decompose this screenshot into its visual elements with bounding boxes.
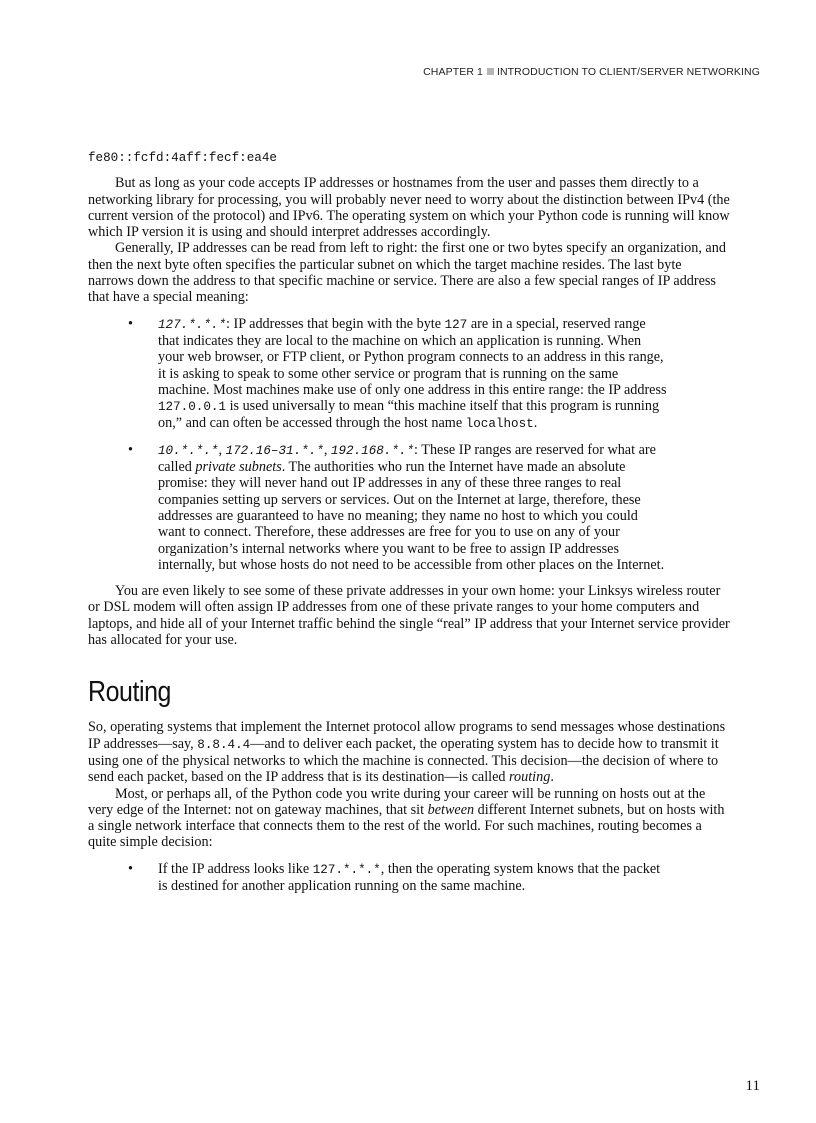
inline-code: 8.8.4.4 xyxy=(197,737,251,752)
special-ranges-list xyxy=(88,316,668,573)
running-head xyxy=(423,66,760,78)
list-item-private-subnets: • 10.*.*.*, 172.16–31.*.*, 192.168.*.*: These IP ranges are reserved for what are called private subnets. The authorities who run the Internet have made an absolute promise: they will never hand out IP addresses in any of these three ranges to real companies setting up servers or services. Out on the Internet at large, therefore, these addresses are guaranteed to have no meaning; they name no host to which you could want to connect. Therefore, these addresses are free for you to use on any of your organization’s internal networks where you want to be free to assign IP addresses internally, but whose hosts do not need to be accessible from other places on the Internet. xyxy=(128,441,665,573)
inline-code: 127 xyxy=(444,317,468,332)
code-line-ipv6: fe80::fcfd:4aff:fecf:ea4e xyxy=(88,151,277,165)
paragraph-ip-handling: But as long as your code accepts IP addresses or hostnames from the user and passes them directly to a networking library for processing, you will probably never need to worry about the distinction between IPv4 (the current version of the protocol) and IPv6. The operating system on which your Python code is running will know which IP version it is using and should interpret addresses accordingly. xyxy=(88,175,730,241)
bullet-icon: • xyxy=(128,315,133,332)
inline-code: 127.*.*.* xyxy=(312,862,381,877)
emphasis: private subnets xyxy=(195,459,282,476)
body-text xyxy=(88,150,730,904)
running-head-chapter: CHAPTER 1 xyxy=(423,66,483,78)
paragraph-home-router: You are even likely to see some of these private addresses in your own home: your Linksys wireless router or DSL modem will often assign IP addresses from one of these private ranges to your home computers and laptops, and hide all of your Internet traffic behind the single “real” IP address that your Internet service provider has allocated for your use. xyxy=(88,583,730,649)
paragraph-edge-hosts: Most, or perhaps all, of the Python code you write during your career will be running on hosts out at the very edge of the Internet: not on gateway machines, that sit between different Internet subnets, but on hosts with a single network interface that connects them to the rest of the world. For such machines, routing becomes a quite simple decision: xyxy=(88,785,725,851)
list-item-loopback: • 127.*.*.*: IP addresses that begin with the byte 127 are in a special, reserved range that indicates they are local to the machine on which an application is running. When your web browser, or FTP client, or Python program connects to an address in this range, it is asking to speak to some other service or program that is running on the same machine. Most machines make use of only one address in this entire range: the IP address 127.0.0.1 is used universally to mean “this machine itself that this program is running on,” and can often be accessed through the host name localhost. xyxy=(128,315,667,432)
emphasis: routing xyxy=(509,769,551,786)
emphasis: between xyxy=(427,801,475,818)
paragraph-reading-addresses: Generally, IP addresses can be read from left to right: the first one or two bytes specify an organization, and then the next byte often specifies the particular subnet on which the target machine resides. The last byte narrows down the address to that specific machine or service. There are also a few special ranges of IP address that have a special meaning: xyxy=(88,240,726,306)
inline-code: localhost xyxy=(465,417,534,432)
section-heading-routing: Routing xyxy=(88,676,171,709)
inline-code: 192.168.*.* xyxy=(330,443,415,458)
running-head-title: INTRODUCTION TO CLIENT/SERVER NETWORKING xyxy=(496,66,760,78)
list-item-loopback-routing: • If the IP address looks like 127.*.*.*, then the operating system knows that the packet is destined for another application running on the same machine. xyxy=(128,860,661,894)
paragraph-routing-intro: So, operating systems that implement the Internet protocol allow programs to send messages whose destinations IP addresses—say, 8.8.4.4—and to deliver each packet, the operating system has to decide how to transmit it using one of the physical networks to which the machine is connected. This decision—the decision of where to send each packet, based on the IP address that is its destination—is called routing. xyxy=(88,719,726,786)
inline-code: 10.*.*.* xyxy=(158,443,219,458)
inline-code: 172.16–31.*.* xyxy=(225,443,324,458)
bullet-icon: • xyxy=(128,441,133,458)
separator-square-icon xyxy=(487,68,494,75)
routing-decision-list xyxy=(88,861,668,895)
bullet-icon: • xyxy=(128,860,133,877)
inline-code: 127.0.0.1 xyxy=(158,400,227,415)
page-number: 11 xyxy=(745,1078,760,1094)
inline-code: 127.*.*.* xyxy=(158,317,227,332)
